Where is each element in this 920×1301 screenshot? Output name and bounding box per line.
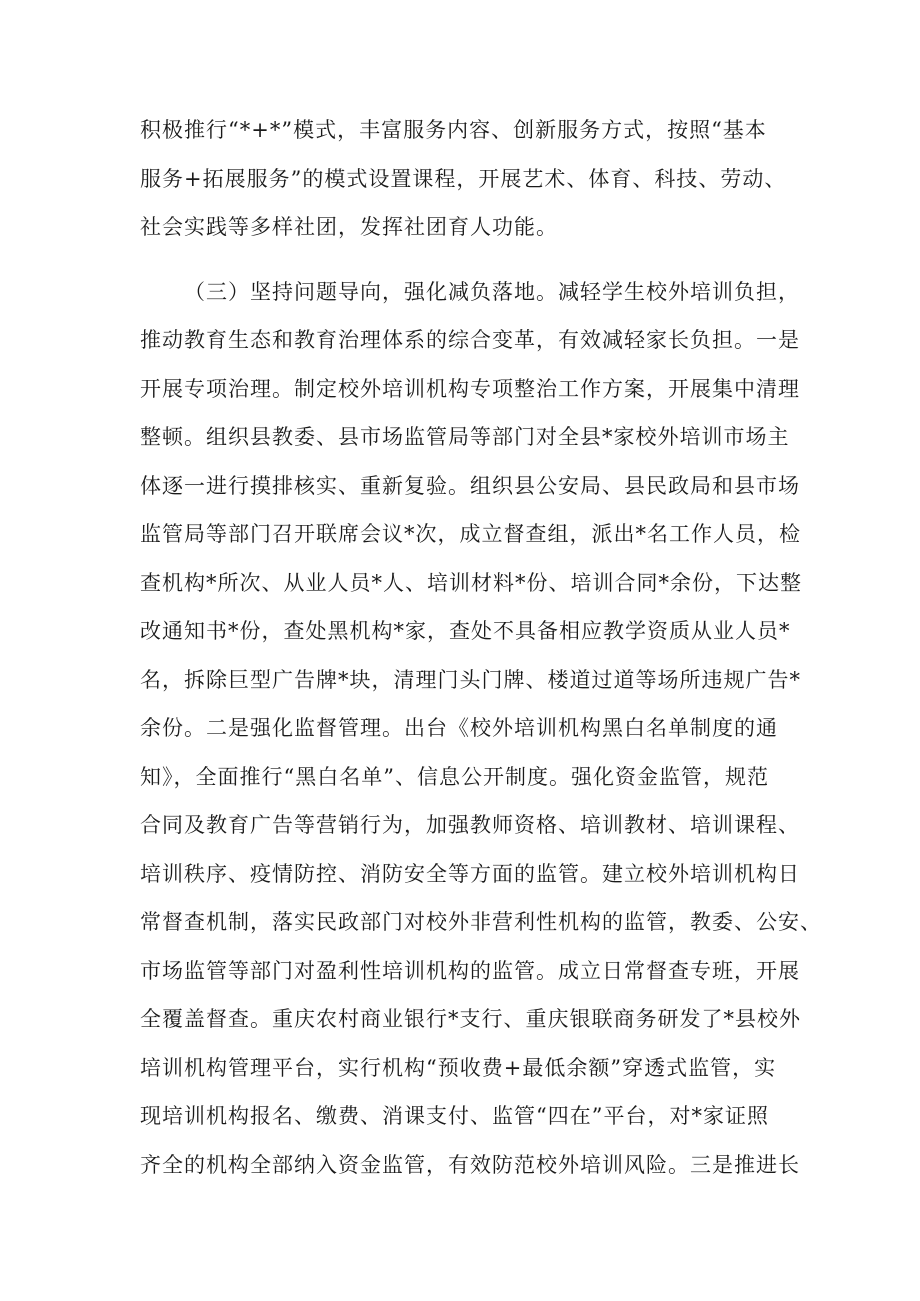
text-line: 市场监管等部门对盈利性培训机构的监管。成立日常督查专班，开展 [140,958,800,983]
text-line: 知》，全面推行“黑白名单”、信息公开制度。强化资金监管，规范 [140,764,769,789]
text-line: 查机构*所次、从业人员*人、培训材料*份、培训合同*余份，下达整 [140,570,802,595]
text-line: （三）坚持问题导向，强化减负落地。减轻学生校外培训负担， [184,279,800,304]
text-line: 全覆盖督查。重庆农村商业银行*支行、重庆银联商务研发了*县校外 [140,1007,801,1031]
text-line: 监管局等部门召开联席会议*次，成立督查组，派出*名工作人员，检 [140,522,801,546]
text-line: 余份。二是强化监督管理。出台《校外培训机构黑白名单制度的通 [140,716,778,740]
text-line: 推动教育生态和教育治理体系的综合变革，有效减轻家长负担。一是 [140,328,800,352]
text-line: 培训机构管理平台，实行机构“预收费+最低余额”穿透式监管，实 [140,1055,777,1080]
paragraph-1 [140,106,800,252]
text-line: 常督查机制，落实民政部门对校外非营利性机构的监管，教委、公安、 [140,910,822,934]
text-line: 培训秩序、疫情防控、消防安全等方面的监管。建立校外培训机构日 [140,861,800,886]
text-line: 合同及教育广告等营销行为，加强教师资格、培训教材、培训课程、 [140,813,800,837]
text-line: 社会实践等多样社团，发挥社团育人功能。 [140,215,558,239]
paragraph-gap [140,252,800,268]
text-line: 整顿。组织县教委、县市场监管局等部门对全县*家校外培训市场主 [140,425,790,449]
body-text [140,106,822,1189]
text-line: 改通知书*份，查处黑机构*家，查处不具备相应教学资质从业人员* [140,619,791,643]
text-line: 服务+拓展服务”的模式设置课程，开展艺术、体育、科技、劳动、 [140,166,787,191]
text-line: 齐全的机构全部纳入资金监管，有效防范校外培训风险。三是推进长 [140,1152,800,1177]
text-line: 积极推行“*+*”模式，丰富服务内容、创新服务方式，按照“基本 [140,118,767,142]
text-line: 体逐一进行摸排核实、重新复验。组织县公安局、县民政局和县市场 [140,473,800,498]
text-line: 名，拆除巨型广告牌*块，清理门头门牌、楼道过道等场所违规广告* [140,667,801,692]
paragraph-2 [140,268,822,1190]
text-line: 现培训机构报名、缴费、消课支付、监管“四在”平台，对*家证照 [140,1104,769,1128]
text-line: 开展专项治理。制定校外培训机构专项整治工作方案，开展集中清理 [140,376,800,401]
